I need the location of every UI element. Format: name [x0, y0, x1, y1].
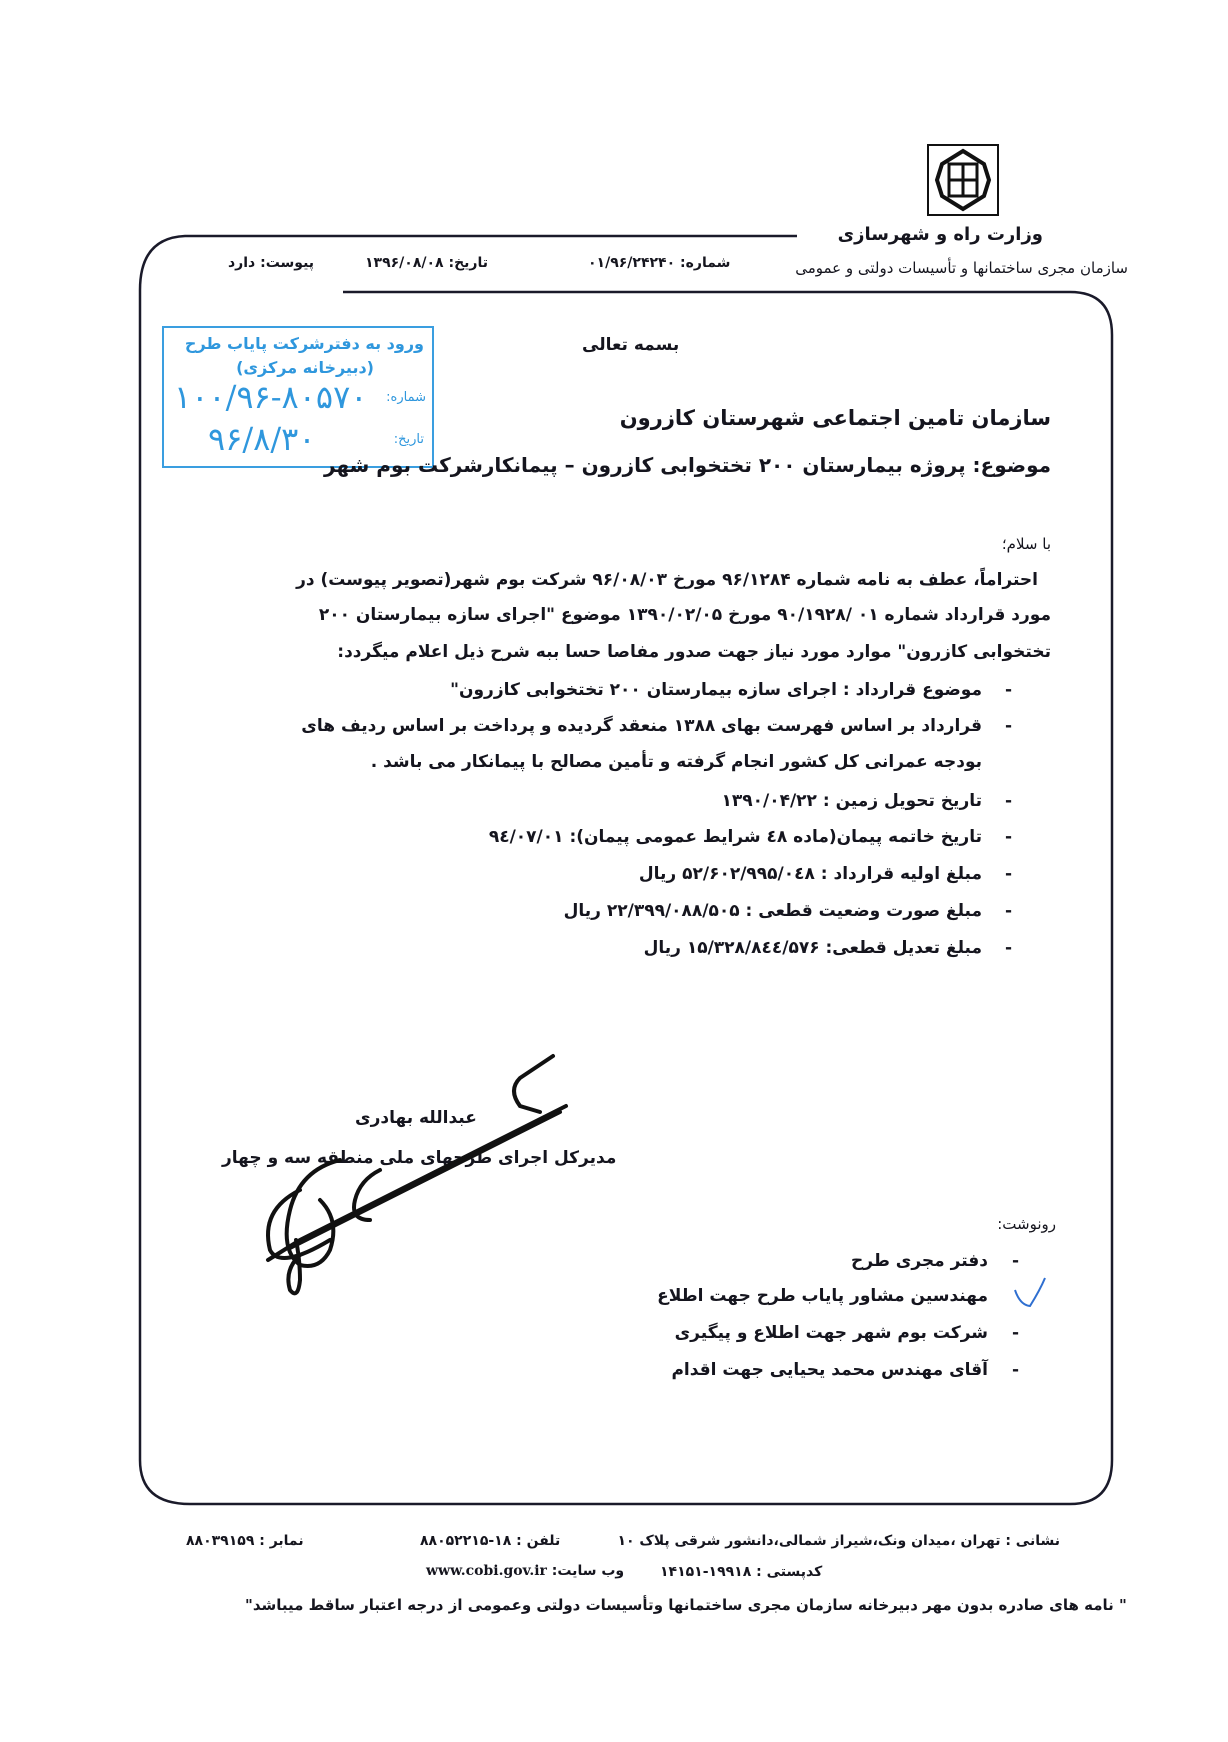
bullet-dash: -: [1005, 901, 1013, 921]
footer-address: نشانی : تهران ،میدان ونک،شیراز شمالی،دانشور شرقی پلاک ۱۰: [617, 1533, 1060, 1549]
organization-name: سازمان مجری ساختمانها و تأسیسات دولتی و عمومی: [795, 259, 1128, 277]
signer-title: مدیرکل اجرای طرحهای ملی منطقه سه و چهار: [222, 1148, 617, 1168]
bullet-dash: -: [1005, 680, 1013, 700]
list-item: موضوع قرارداد : اجرای سازه بیمارستان ۲۰۰ تختخوابی کازرون": [450, 680, 982, 700]
stamp-number-label: شماره:: [386, 390, 426, 405]
letter-date: [365, 255, 488, 271]
bullet-dash: -: [1005, 938, 1013, 958]
footer-fax: نمابر : ۸۸۰۳۹۱۵۹: [186, 1533, 304, 1549]
list-item: مبلغ صورت وضعیت قطعی : ۲۲/۳۹۹/۰۸۸/۵۰۵ ریال: [563, 901, 982, 921]
bullet-dash: -: [1012, 1251, 1020, 1271]
letter-date-value: ۱۳۹۶/۰۸/۰۸: [365, 255, 444, 271]
logo-emblem-icon: [929, 146, 997, 214]
letter-number-value: ۰۱/۹۶/۲۴۲۴۰: [588, 255, 676, 271]
signer-name: عبدالله بهادری: [355, 1108, 477, 1128]
subject: موضوع: پروژه بیمارستان ۲۰۰ تختخوابی کازرون – پیمانکارشرکت بوم شهر: [324, 453, 1051, 477]
cc-item: مهندسین مشاور پایاب طرح جهت اطلاع: [657, 1286, 988, 1306]
cc-item: دفتر مجری طرح: [851, 1251, 988, 1271]
list-item-continued: بودجه عمرانی کل کشور انجام گرفته و تأمین مصالح با پیمانکار می باشد .: [370, 752, 982, 772]
cc-item: آقای مهندس محمد یحیایی جهت اقدام: [671, 1360, 988, 1380]
attachment-label: پیوست:: [260, 255, 315, 271]
bullet-dash: -: [1005, 791, 1013, 811]
bullet-dash: -: [1005, 827, 1013, 847]
bullet-dash: -: [1012, 1360, 1020, 1380]
list-item: تاریخ تحویل زمین : ۱۳۹۰/۰۴/۲۲: [721, 791, 982, 811]
list-item: قرارداد بر اساس فهرست بهای ۱۳۸۸ منعقد گردیده و پرداخت بر اساس ردیف های: [301, 716, 982, 736]
cc-item: شرکت بوم شهر جهت اطلاع و پیگیری: [674, 1323, 988, 1343]
stamp-line2: (دبیرخانه مرکزی): [236, 358, 374, 377]
letter-date-label: تاریخ:: [448, 255, 488, 271]
ministry-logo: [927, 144, 999, 216]
footer-website: [426, 1563, 624, 1579]
paragraph-line: مورد قرارداد شماره ۰۱ /۹۰/۱۹۲۸ مورخ ۱۳۹۰/۰۲/۰۵ موضوع "اجرای سازه بیمارستان ۲۰۰: [318, 605, 1051, 625]
cc-label: رونوشت:: [997, 1215, 1056, 1233]
stamp-date-value: ۹۶/۸/۳۰: [208, 420, 316, 458]
greeting: با سلام؛: [1001, 535, 1051, 553]
ministry-name: وزارت راه و شهرسازی: [837, 224, 1043, 245]
stamp-date-label: تاریخ:: [393, 432, 424, 447]
list-item: مبلغ تعدیل قطعی: ۱۵/۳۲۸/۸٤٤/۵۷۶ ریال: [643, 938, 982, 958]
paragraph-line: تختخوابی کازرون" موارد مورد نیاز جهت صدور مفاصا حسا ببه شرح ذیل اعلام میگردد:: [337, 642, 1051, 662]
letter-number: [588, 255, 730, 271]
recipient: سازمان تامین اجتماعی شهرستان کازرون: [619, 406, 1051, 430]
stamp-line1: ورود به دفترشرکت پایاب طرح: [184, 334, 424, 353]
footer-notice: " نامه های صادره بدون مهر دبیرخانه سازمان مجری ساختمانها وتأسیسات دولتی وعمومی از درجه اعتبار ساقط میباشد": [245, 1596, 1127, 1614]
bullet-dash: -: [1012, 1323, 1020, 1343]
paragraph-line: احتراماً، عطف به نامه شماره ۹۶/۱۲۸۴ مورخ ۹۶/۰۸/۰۳ شرکت بوم شهر(تصویر پیوست) در: [296, 570, 1038, 590]
bullet-dash: -: [1005, 864, 1013, 884]
list-item: تاریخ خاتمه پیمان(ماده ٤٨ شرایط عمومی پیمان): ۹٤/۰۷/۰۱: [488, 827, 982, 847]
received-stamp: [162, 326, 434, 468]
list-item: مبلغ اولیه قرارداد : ۵۲/۶۰۲/۹۹۵/۰٤۸ ریال: [638, 864, 982, 884]
website-link[interactable]: www.cobi.gov.ir: [426, 1563, 547, 1579]
footer-phone: تلفن : ۱۸-۸۸۰۵۲۲۱۵: [420, 1533, 561, 1549]
footer-postal-code: کدپستی : ۱۹۹۱۸-۱۴۱۵۱: [660, 1564, 823, 1580]
letter-attachment: [228, 255, 314, 271]
attachment-value: دارد: [228, 255, 256, 271]
bullet-dash: -: [1005, 716, 1013, 736]
letter-number-label: شماره:: [680, 255, 731, 271]
website-label: وب سایت:: [551, 1563, 625, 1579]
stamp-number-value: ۱۰۰/۹۶-۸۰۵۷۰: [174, 378, 368, 416]
invocation: بسمه تعالی: [582, 335, 680, 355]
